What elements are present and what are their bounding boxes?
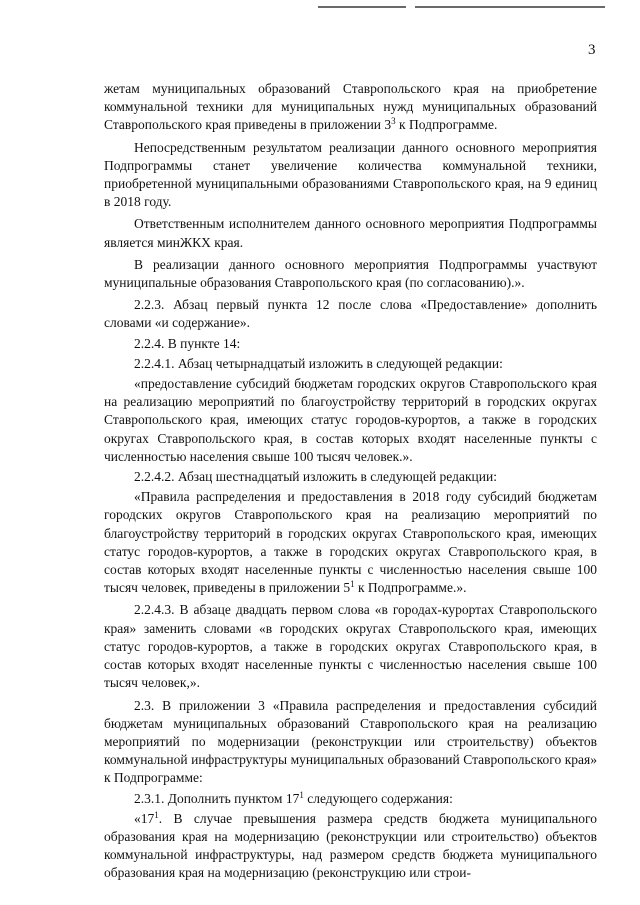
top-rule-right <box>415 6 605 8</box>
paragraph-14-tail: В случае превышения размера средств бюджета муниципального образования края на модернизацию (реконструкции или строительство) объектов коммунальной инфраструктуры, над размером средств бюджета муниципального образования края на модернизацию (реконструкцию или строи- <box>104 810 597 881</box>
page-number: 3 <box>588 42 596 58</box>
paragraph-4: В реализации данного основного мероприятия Подпрограммы участвуют муниципальные образования Ставропольского края (по согласованию).». <box>104 256 597 291</box>
paragraph-14-text: «17 <box>134 810 155 826</box>
paragraph-3: Ответственным исполнителем данного основного мероприятия Подпрограммы является минЖКХ края. <box>104 216 597 250</box>
paragraph-12: 2.3. В приложении 3 «Правила распределения и предоставления субсидий бюджетам муниципальных образований Ставропольского края на реализацию мероприятий по модернизации (реконструкции или строительству) объектов коммунальной инфраструктуры муниципальных образований Ставропольского края» к Подпрограмме: <box>104 697 597 786</box>
superscript: 1 <box>350 579 355 590</box>
paragraph-14-dot: . <box>158 810 163 826</box>
paragraph-11: 2.2.4.3. В абзаце двадцать первом слова «в городах-курортах Ставропольского края» заменить словами «в городских округах Ставропольского края, имеющих статус городов-курортов, а также в городских округах Ставропольского края, в состав которых входят населенные пункты с численностью населения свыше 100 тысяч человек,». <box>104 602 597 691</box>
paragraph-5: 2.2.3. Абзац первый пункта 12 после слова «Предоставление» дополнить словами «и содержание». <box>104 297 597 331</box>
paragraph-1-tail: к Подпрограмме. <box>399 117 498 133</box>
paragraph-7: 2.2.4.1. Абзац четырнадцатый изложить в следующей редакции: <box>134 355 503 371</box>
paragraph-9: 2.2.4.2. Абзац шестнадцатый изложить в следующей редакции: <box>134 469 497 485</box>
paragraph-13-tail: следующего содержания: <box>307 790 453 806</box>
paragraph-1-text: жетам муниципальных образований Ставропольского края на приобретение коммунальной техники для муниципальных нужд муниципальных образований Ставропольского края приведены в приложении 3 <box>104 81 597 133</box>
document-body <box>104 80 597 883</box>
paragraph-13 <box>104 790 597 808</box>
paragraph-6: 2.2.4. В пункте 14: <box>134 335 241 351</box>
superscript: 3 <box>391 116 396 127</box>
superscript: 1 <box>299 789 304 800</box>
paragraph-8: «предоставление субсидий бюджетам городских округов Ставропольского края на реализацию мероприятий по благоустройству территорий в городских округах Ставропольского края, имеющих статус городов-курортов, а также в городских округах Ставропольского края, в состав которых входят населенные пункты с численностью населения свыше 100 тысяч человек.». <box>104 376 597 464</box>
superscript: 1 <box>154 809 159 820</box>
paragraph-10-tail: к Подпрограмме.». <box>357 580 467 596</box>
top-rule-left <box>318 6 406 8</box>
paragraph-1 <box>104 80 597 135</box>
paragraph-14 <box>104 810 597 883</box>
paragraph-10 <box>104 488 597 597</box>
paragraph-13-text: 2.3.1. Дополнить пунктом 17 <box>134 790 300 806</box>
paragraph-2: Непосредственным результатом реализации данного основного мероприятия Подпрограммы станет увеличение количества коммунальной техники, приобретенной муниципальными образованиями Ставропольского края, на 9 единиц в 2018 году. <box>104 139 597 210</box>
paragraph-10-text: «Правила распределения и предоставления в 2018 году субсидий бюджетам городских округов Ставропольского края на реализацию мероприятий по благоустройству территорий в городских округах Ставропольского края, имеющих статус городов-курортов, а также в городских округах Ставропольского края, в состав которых входят населенные пункты с численностью населения свыше 100 тысяч человек, приведены в приложении 5 <box>104 489 597 596</box>
